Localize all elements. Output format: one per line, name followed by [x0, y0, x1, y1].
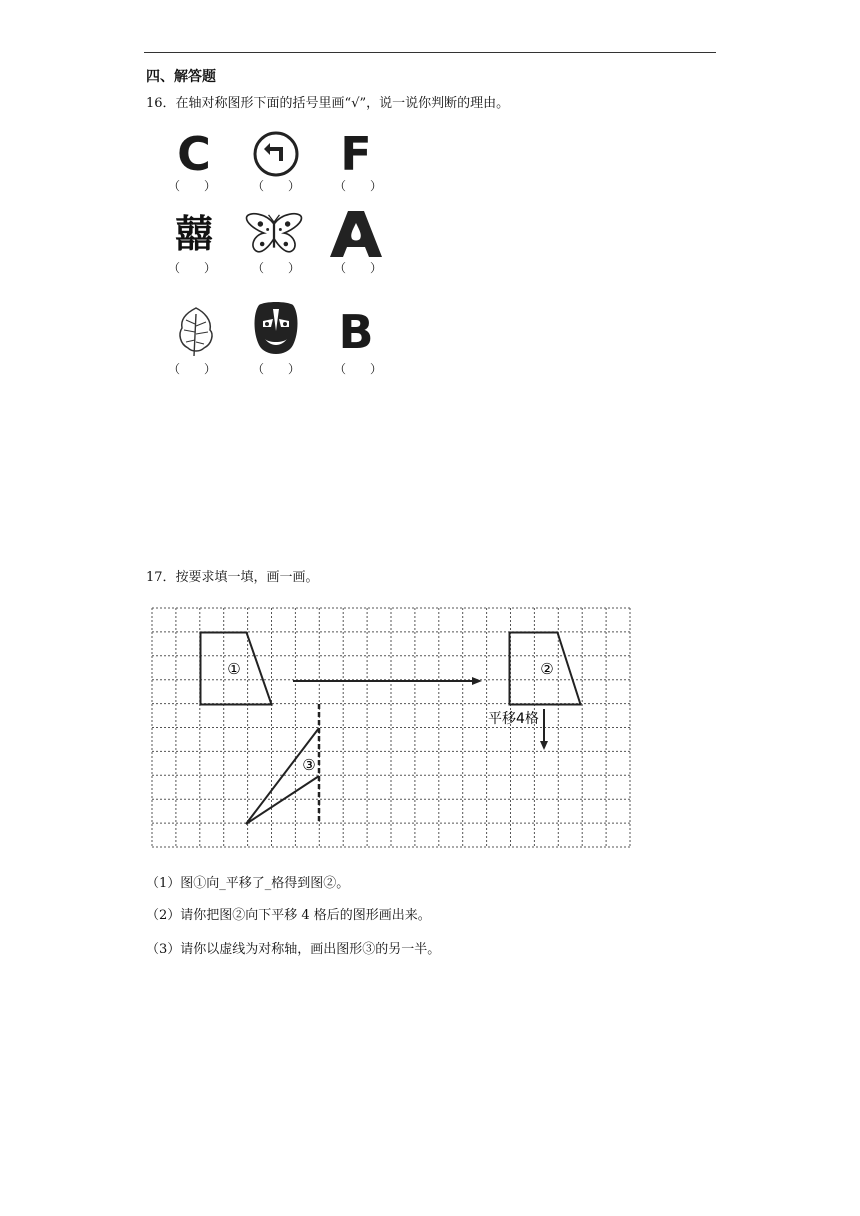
double-happiness-glyph: 囍	[174, 212, 213, 256]
answer-paren-2[interactable]: （ ）	[251, 179, 300, 193]
figure-opera-mask	[246, 300, 306, 360]
shape-1-label: ①	[227, 660, 241, 678]
figure-letter-a	[326, 204, 386, 264]
question-17-part-2: （2）请你把图②向下平移 4 格后的图形画出来。	[146, 908, 431, 923]
grid-drawing	[150, 606, 632, 851]
answer-paren-9[interactable]: （ ）	[333, 362, 382, 376]
answer-paren-6[interactable]: （ ）	[333, 261, 382, 275]
down-arrow-head	[540, 741, 548, 750]
figure-letter-b	[326, 302, 386, 362]
section-title: 四、解答题	[146, 69, 216, 85]
grid-lines	[152, 608, 630, 847]
answer-paren-3[interactable]: （ ）	[333, 179, 382, 193]
answer-paren-7[interactable]: （ ）	[167, 362, 216, 376]
translate-label: 平移4格	[488, 711, 539, 727]
answer-paren-5[interactable]: （ ）	[251, 261, 300, 275]
question-16-text: 16．在轴对称图形下面的括号里画“√”，说一说你判断的理由。	[146, 96, 510, 111]
question-17-part-1: （1）图①向_平移了_格得到图②。	[146, 876, 350, 891]
letter-a-icon	[328, 209, 384, 259]
opera-mask-icon	[251, 299, 301, 361]
translation-grid	[150, 606, 632, 851]
figure-turn-left-sign	[246, 124, 306, 184]
answer-paren-1[interactable]: （ ）	[167, 179, 216, 193]
figure-leaf	[166, 302, 226, 362]
leaf-icon	[174, 304, 218, 360]
turn-left-sign-icon	[251, 129, 301, 179]
letter-f-glyph: F	[340, 127, 372, 181]
letter-c-glyph: C	[177, 127, 211, 181]
butterfly-icon	[244, 209, 304, 259]
letter-b-glyph: B	[338, 305, 374, 359]
question-17-text: 17．按要求填一填，画一画。	[146, 570, 319, 585]
shape-3-half	[246, 728, 319, 824]
answer-paren-4[interactable]: （ ）	[167, 261, 216, 275]
figure-letter-f	[326, 124, 386, 184]
shape-2-label: ②	[540, 660, 554, 678]
figure-letter-c	[164, 124, 224, 184]
answer-paren-8[interactable]: （ ）	[251, 362, 300, 376]
shape-3-label: ③	[302, 756, 316, 774]
translation-arrow-head	[472, 677, 482, 685]
figure-double-happiness	[164, 204, 224, 264]
figure-butterfly	[244, 204, 304, 264]
question-17-part-3: （3）请你以虚线为对称轴，画出图形③的另一半。	[146, 942, 441, 957]
header-rule	[144, 52, 716, 53]
